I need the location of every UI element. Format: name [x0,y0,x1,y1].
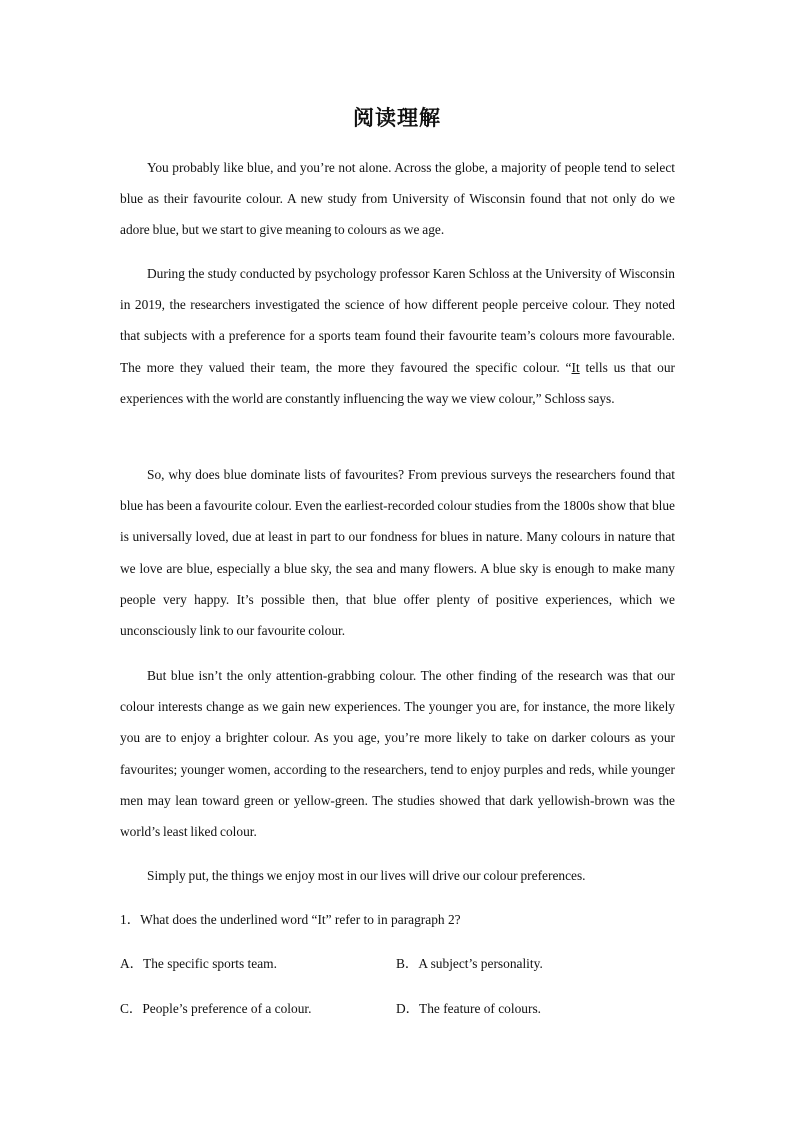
option-b: B．A subject’s personality. [396,956,543,971]
question-1: 1．What does the underlined word “It” refer to in paragraph 2? [120,912,461,927]
underlined-word: It [571,359,580,375]
paragraph-2 [120,258,675,414]
option-d: D．The feature of colours. [396,1001,542,1016]
paragraph-2-text-before: During the study conducted by psychology professor Karen Schloss at the University of Wisconsin in 2019, the researchers investigated the science of how different people perceive colour. They noted that subjects with a preference for a sports team found their favourite team’s colours more favourable. The more they valued their team, the more they favoured the specific colour. “ [120,266,675,375]
paragraph-4: But blue isn’t the only attention-grabbing colour. The other finding of the research was that our colour interests change as we gain new experiences. The younger you are, for instance, the more likely you are to enjoy a brighter colour. As you age, you’re more likely to take on darker colours as your favourites; younger women, according to the researchers, tend to enjoy purples and reds, while younger men may lean toward green or yellow-green. The studies showed that dark yellowish-brown was the world’s least liked colour. [120,668,675,840]
option-c: C．People’s preference of a colour. [120,1001,312,1016]
paragraph-5: Simply put, the things we enjoy most in our lives will drive our colour preferences. [147,868,586,883]
paragraph-1: You probably like blue, and you’re not alone. Across the globe, a majority of people tend to select blue as their favourite colour. A new study from University of Wisconsin found that not only do we adore blue, but we start to give meaning to colours as we age. [120,160,675,238]
page-title: 阅读理解 [353,106,441,130]
paragraph-2-text-after: tells us that our experiences with the world are constantly influencing the way we view colour,” Schloss says. [120,359,676,406]
paragraph-3: So, why does blue dominate lists of favourites? From previous surveys the researchers found that blue has been a favourite colour. Even the earliest-recorded colour studies from the 1800s show that blue is universally loved, due at least in part to our fondness for blues in nature. Many colours in nature that we love are blue, especially a blue sky, the sea and many flowers. A blue sky is enough to make many people very happy. It’s possible then, that blue offer plenty of positive experiences, which we unconsciously link to our favourite colour. [120,467,675,639]
option-a: A．The specific sports team. [120,956,277,971]
